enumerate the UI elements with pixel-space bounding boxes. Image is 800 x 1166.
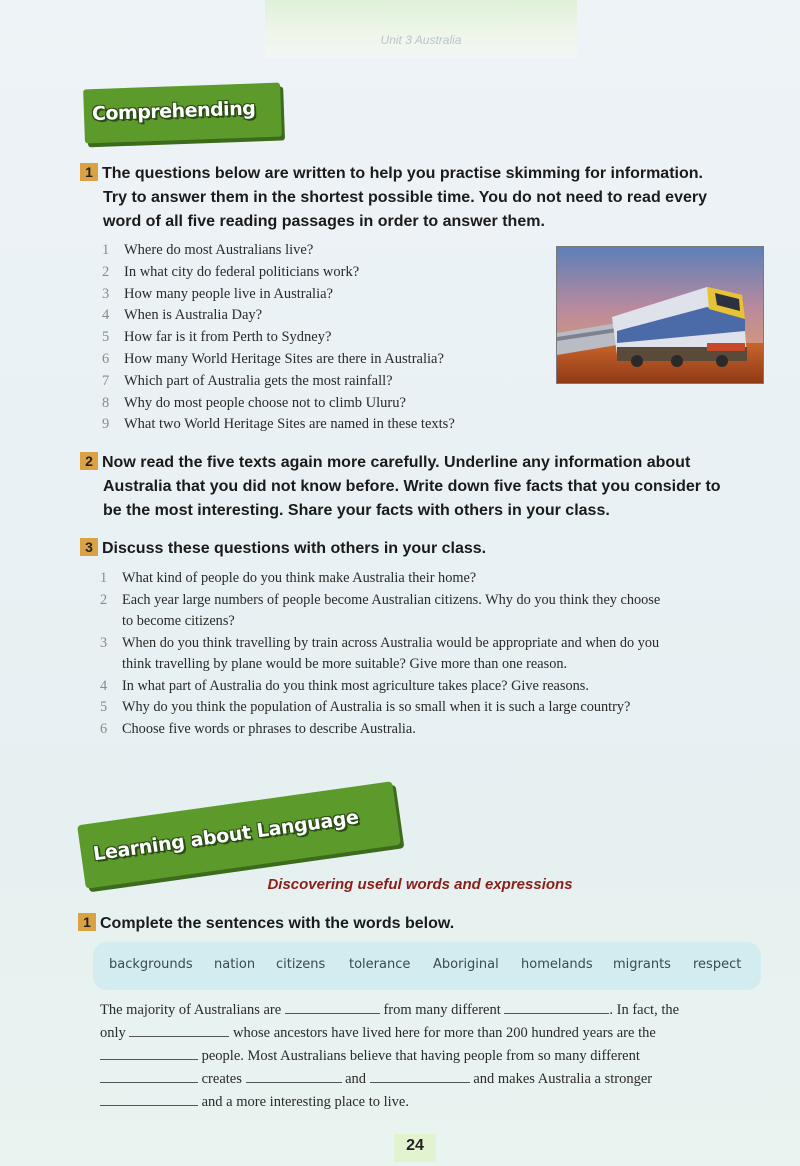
- task1-instructions: [80, 162, 780, 234]
- header-tab: [265, 0, 577, 58]
- task3-instructions: [80, 537, 780, 561]
- paragraph-line-5: and a more interesting place to live.: [100, 1091, 409, 1114]
- word-bank-item: Aboriginal: [433, 957, 499, 972]
- task1-line-1: 1 The questions below are written to help you practise skimming for information.: [80, 162, 780, 186]
- list-item: 2 Each year large numbers of people become Australian citizens. Why do you think they choose to become citizens?: [100, 591, 661, 629]
- list-item: 8 Why do most people choose not to climb Uluru?: [102, 394, 406, 411]
- language-task1-instructions: [78, 912, 778, 936]
- task2-line-2: Australia that you did not know before. Write down five facts that you consider to: [103, 478, 721, 495]
- word-bank-item: respect: [693, 957, 742, 972]
- paragraph-line-1: The majority of Australians are from many different . In fact, the: [100, 1002, 680, 1018]
- list-item: 5 Why do you think the population of Australia is so small when it is such a large country?: [100, 699, 631, 715]
- list-item: 3 How many people live in Australia?: [102, 285, 333, 302]
- page-number: 24: [394, 1134, 436, 1162]
- word-bank-item: nation: [214, 957, 256, 972]
- comprehending-banner-text: Comprehending: [91, 97, 256, 126]
- blank-field[interactable]: [100, 1047, 198, 1060]
- unit-title: Unit 3 Australia: [380, 33, 462, 47]
- list-item: 1 Where do most Australians live?: [102, 242, 314, 258]
- train-illustration: [557, 247, 763, 383]
- list-item: 4 In what part of Australia do you think most agriculture takes place? Give reasons.: [100, 677, 589, 694]
- word-bank-item: backgrounds: [109, 957, 193, 972]
- list-item: 7 Which part of Australia gets the most rainfall?: [102, 372, 393, 389]
- task3-title: 3 Discuss these questions with others in your class.: [80, 537, 780, 561]
- word-bank-item: tolerance: [349, 957, 411, 972]
- blank-field[interactable]: [504, 1001, 609, 1014]
- blank-field[interactable]: [100, 1070, 198, 1083]
- blank-field[interactable]: [285, 1001, 380, 1014]
- task2-line-1: 2 Now read the five texts again more carefully. Underline any information about: [80, 451, 780, 475]
- task1-line-3: word of all five reading passages in order to answer them.: [103, 213, 545, 230]
- language-subheading: Discovering useful words and expressions: [267, 876, 573, 893]
- paragraph-line-3: people. Most Australians believe that having people from so many different: [100, 1045, 640, 1068]
- paragraph-line-4: creates and and makes Australia a stronger: [100, 1068, 652, 1091]
- comprehending-banner: [83, 83, 282, 144]
- list-item: 6 How many World Heritage Sites are there in Australia?: [102, 350, 444, 367]
- task2-line-3: be the most interesting. Share your facts with others in your class.: [103, 502, 610, 519]
- language-task1-number: 1: [78, 913, 96, 931]
- language-banner: [77, 781, 401, 889]
- task3-question-list: [100, 568, 780, 740]
- task2-number: 2: [80, 452, 98, 470]
- task2-instructions: [80, 451, 780, 523]
- language-banner-text: Learning about Language: [91, 806, 360, 866]
- task1-number: 1: [80, 163, 98, 181]
- blank-field[interactable]: [129, 1024, 229, 1037]
- task1-question-list: [102, 240, 542, 436]
- language-task1-title: 1 Complete the sentences with the words below.: [78, 912, 778, 936]
- list-item: 5 How far is it from Perth to Sydney?: [102, 329, 332, 346]
- word-bank-item: homelands: [521, 957, 593, 972]
- word-bank-item: migrants: [613, 957, 671, 972]
- blank-field[interactable]: [100, 1093, 198, 1106]
- task3-number: 3: [80, 538, 98, 556]
- word-bank: [93, 942, 761, 990]
- list-item: 9 What two World Heritage Sites are named in these texts?: [102, 416, 455, 433]
- list-item: 6 Choose five words or phrases to describe Australia.: [100, 720, 416, 737]
- train-photo: [556, 246, 764, 384]
- list-item: 2 In what city do federal politicians work?: [102, 263, 360, 280]
- blank-field[interactable]: [370, 1070, 470, 1083]
- paragraph-line-2: only whose ancestors have lived here for more than 200 hundred years are the: [100, 1025, 656, 1041]
- list-item: 3 When do you think travelling by train across Australia would be appropriate and when do you think travelling by plane would be more suitable? Give more than one reason.: [100, 634, 660, 672]
- list-item: 4 When is Australia Day?: [102, 307, 263, 324]
- word-bank-item: citizens: [276, 957, 326, 972]
- list-item: 1 What kind of people do you think make Australia their home?: [100, 570, 477, 586]
- task1-line-2: Try to answer them in the shortest possible time. You do not need to read every: [103, 189, 707, 206]
- blank-field[interactable]: [246, 1070, 342, 1083]
